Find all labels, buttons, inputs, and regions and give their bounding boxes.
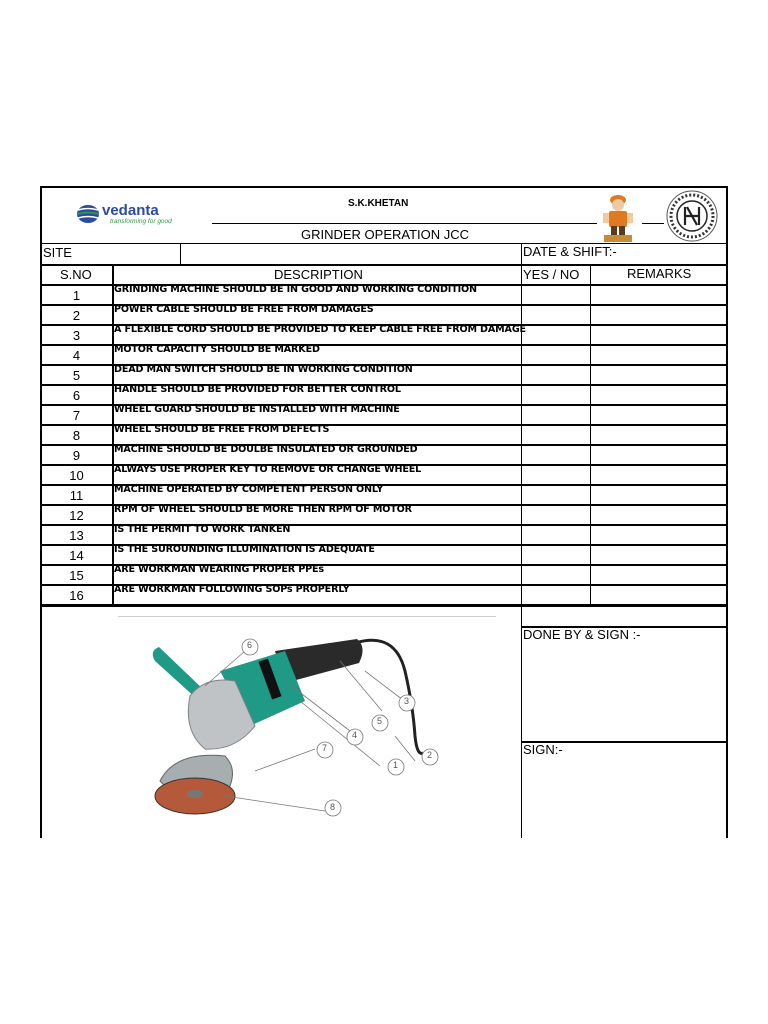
sno-header: S.NO	[60, 267, 92, 282]
table-row	[40, 405, 728, 425]
done-by-sign-field[interactable]	[523, 646, 725, 740]
yes-no-header: YES / NO	[523, 267, 580, 282]
row-description: IS THE SUROUNDING ILLUMINATION IS ADEQUATE	[114, 544, 375, 555]
table-row	[40, 445, 728, 465]
row-remarks-field[interactable]	[592, 406, 725, 423]
callout-7: 7	[322, 743, 328, 753]
site-label: SITE	[43, 245, 72, 260]
safety-seal-icon	[666, 190, 718, 242]
row-remarks-field[interactable]	[592, 466, 725, 483]
callout-3: 3	[404, 696, 410, 706]
row-remarks-field[interactable]	[592, 346, 725, 363]
table-row	[40, 345, 728, 365]
safety-worker-icon	[601, 191, 635, 243]
row-remarks-field[interactable]	[592, 286, 725, 303]
company-name: S.K.KHETAN	[348, 198, 409, 209]
row-sno: 12	[69, 508, 84, 523]
callout-5: 5	[377, 716, 383, 726]
row-yes-no-field[interactable]	[523, 426, 589, 443]
row-description: DEAD MAN SWITCH SHOULD BE IN WORKING CONDITION	[114, 364, 413, 375]
date-shift-label: DATE & SHIFT:-	[523, 244, 617, 259]
row-description: GRINDING MACHINE SHOULD BE IN GOOD AND WORKING CONDITION	[114, 284, 477, 295]
row-yes-no-field[interactable]	[523, 366, 589, 383]
callout-4: 4	[352, 730, 358, 740]
row-yes-no-field[interactable]	[523, 406, 589, 423]
callout-8: 8	[330, 802, 336, 812]
row-sno: 5	[72, 368, 81, 383]
callout-1: 1	[393, 760, 399, 770]
row-remarks-field[interactable]	[592, 586, 725, 603]
row-sno: 7	[72, 408, 81, 423]
date-divider	[521, 244, 522, 264]
row-yes-no-field[interactable]	[523, 386, 589, 403]
site-row-bottom	[40, 264, 728, 266]
callout-6: 6	[247, 640, 253, 650]
row-remarks-field[interactable]	[592, 306, 725, 323]
callout-2: 2	[427, 750, 433, 760]
row-yes-no-field[interactable]	[523, 466, 589, 483]
row-yes-no-field[interactable]	[523, 286, 589, 303]
row-sno: 15	[69, 568, 84, 583]
remarks-header: REMARKS	[627, 266, 692, 281]
row-yes-no-field[interactable]	[523, 446, 589, 463]
logo-name: vedanta	[102, 202, 159, 219]
row-description: MACHINE OPERATED BY COMPETENT PERSON ONLY	[114, 484, 384, 495]
row-yes-no-field[interactable]	[523, 346, 589, 363]
row-description: WHEEL SHOULD BE FREE FROM DEFECTS	[114, 424, 330, 435]
vedanta-logo	[76, 202, 196, 230]
angle-grinder-illustration	[145, 631, 445, 841]
image-top-rule	[118, 616, 496, 617]
table-row	[40, 385, 728, 405]
description-header: DESCRIPTION	[274, 267, 363, 282]
table-row	[40, 525, 728, 545]
row-description: MOTOR CAPACITY SHOULD BE MARKED	[114, 344, 320, 355]
row-sno: 11	[69, 488, 84, 503]
header-divider	[40, 243, 728, 244]
form-title: GRINDER OPERATION JCC	[301, 227, 470, 242]
table-row	[40, 505, 728, 525]
row-remarks-field[interactable]	[592, 546, 725, 563]
table-row	[40, 305, 728, 325]
checklist-form	[40, 186, 728, 838]
title-rule-right	[642, 223, 664, 224]
row-sno: 6	[72, 388, 81, 403]
row-yes-no-field[interactable]	[523, 506, 589, 523]
row-description: ALWAYS USE PROPER KEY TO REMOVE OR CHANGE WHEEL	[114, 464, 422, 475]
row-yes-no-field[interactable]	[523, 526, 589, 543]
row-yes-no-field[interactable]	[523, 306, 589, 323]
row-yes-no-field[interactable]	[523, 326, 589, 343]
table-row	[40, 585, 728, 605]
site-field[interactable]	[182, 245, 520, 263]
table-bottom	[40, 605, 728, 607]
form-top-border	[40, 186, 728, 188]
row-remarks-field[interactable]	[592, 446, 725, 463]
row-sno: 16	[69, 588, 84, 603]
table-row	[40, 285, 728, 305]
table-row	[40, 545, 728, 565]
logo-tagline: transforming for good	[110, 218, 172, 225]
row-sno: 8	[72, 428, 81, 443]
done-by-label: DONE BY & SIGN :-	[523, 627, 641, 642]
table-row	[40, 465, 728, 485]
row-description: RPM OF WHEEL SHOULD BE MORE THEN RPM OF MOTOR	[114, 504, 412, 515]
row-sno: 4	[72, 348, 81, 363]
sign-field[interactable]	[523, 761, 725, 836]
site-divider	[180, 244, 181, 264]
row-yes-no-field[interactable]	[523, 486, 589, 503]
row-sno: 9	[72, 448, 81, 463]
table-row	[40, 365, 728, 385]
row-description: A FLEXIBLE CORD SHOULD BE PROVIDED TO KEEP CABLE FREE FROM DAMAGE	[114, 324, 526, 335]
row-description: POWER CABLE SHOULD BE FREE FROM DAMAGES	[114, 304, 374, 315]
row-remarks-field[interactable]	[592, 366, 725, 383]
table-row	[40, 425, 728, 445]
row-remarks-field[interactable]	[592, 486, 725, 503]
table-row	[40, 565, 728, 585]
row-description: IS THE PERMIT TO WORK TANKEN	[114, 524, 291, 535]
row-yes-no-field[interactable]	[523, 546, 589, 563]
row-remarks-field[interactable]	[592, 426, 725, 443]
row-description: MACHINE SHOULD BE DOULBE INSULATED OR GROUNDED	[114, 444, 418, 455]
row-description: ARE WORKMAN FOLLOWING SOPs PROPERLY	[114, 584, 350, 595]
row-remarks-field[interactable]	[592, 566, 725, 583]
row-description: HANDLE SHOULD BE PROVIDED FOR BETTER CONTROL	[114, 384, 401, 395]
row-remarks-field[interactable]	[592, 386, 725, 403]
row-remarks-field[interactable]	[592, 506, 725, 523]
row-remarks-field[interactable]	[592, 526, 725, 543]
sign-label: SIGN:-	[523, 742, 563, 757]
row-remarks-field[interactable]	[592, 326, 725, 343]
row-sno: 3	[72, 328, 81, 343]
table-row	[40, 485, 728, 505]
row-description: WHEEL GUARD SHOULD BE INSTALLED WITH MACHINE	[114, 404, 400, 415]
row-sno: 13	[69, 528, 84, 543]
table-row	[40, 325, 728, 345]
row-sno: 1	[72, 288, 81, 303]
vedanta-globe-icon	[76, 204, 100, 224]
row-sno: 10	[69, 468, 84, 483]
title-rule	[212, 223, 597, 224]
row-description: ARE WORKMAN WEARING PROPER PPEs	[114, 564, 324, 575]
row-sno: 14	[69, 548, 84, 563]
row-yes-no-field[interactable]	[523, 586, 589, 603]
row-sno: 2	[72, 308, 81, 323]
row-yes-no-field[interactable]	[523, 566, 589, 583]
